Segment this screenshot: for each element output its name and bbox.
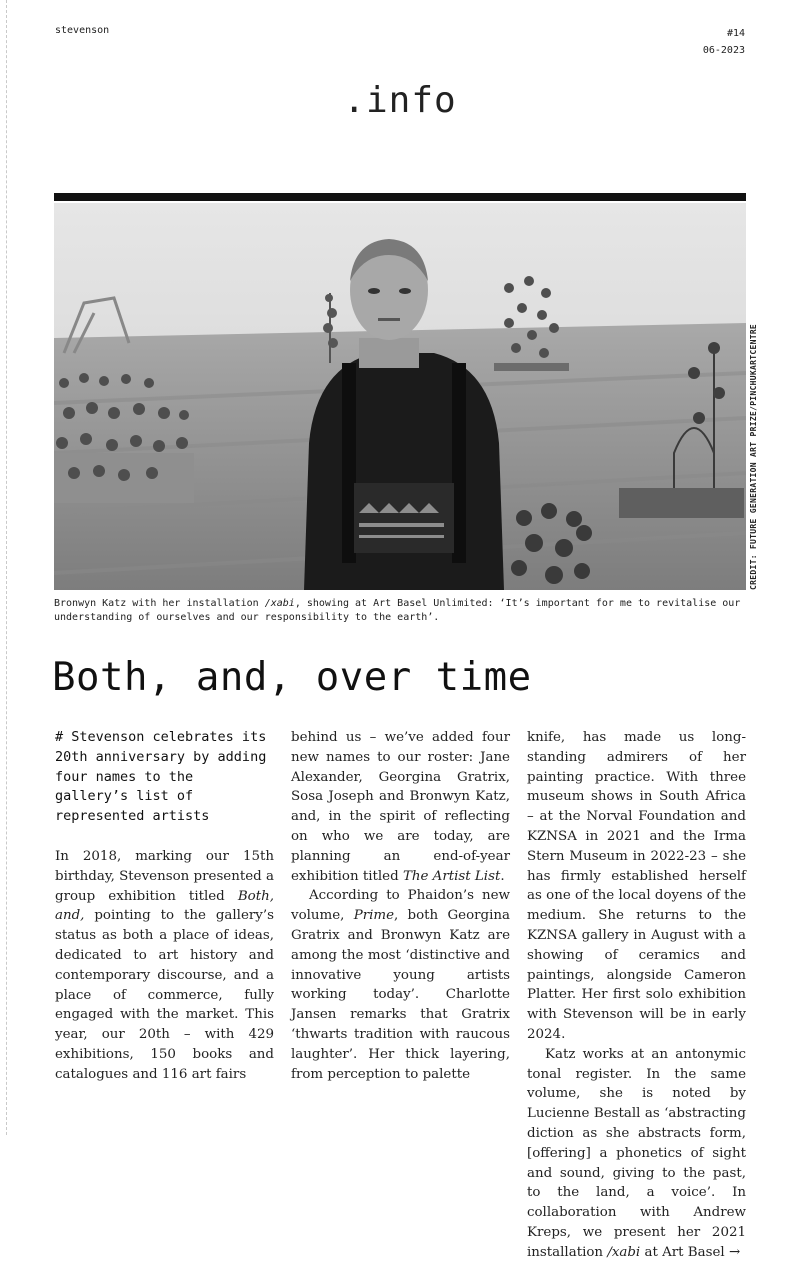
- paragraph-text: , both Georgina Gratrix and Bronwyn Katz are among the most ‘distinctive and innovative young artists working today’. Charlotte Jansen remarks that Gratrix ‘thwarts tradition with raucous laughter’. Her thick layering, from perception to palette: [291, 908, 510, 1082]
- paragraph-text: pointing to the gallery’s status as both a place of ideas, dedicated to art history and contemporary discourse, and a place of commerce, fully engaged with the market. This year, our 20th – with 429 exhibitions, 150 books and catalogues and 116 art fairs: [55, 908, 274, 1082]
- book-title: Prime: [353, 908, 395, 924]
- work-title: /xabi: [607, 1244, 641, 1260]
- paragraph-text: In 2018, marking our 15th birthday, Stevenson presented a group exhibition titled: [55, 848, 274, 904]
- photo-credit: CREDIT: FUTURE GENERATION ART PRIZE/PINCHUKARTCENTRE: [749, 323, 758, 590]
- article-column-2: [291, 728, 510, 1084]
- page-edge-guide: [6, 0, 7, 1135]
- article-column-3: [527, 728, 746, 1263]
- masthead-rule: [54, 193, 746, 201]
- article-deck: # Stevenson celebrates its 20th anniversary by adding four names to the gallery’s list of represented artists: [55, 729, 267, 825]
- artist-photo: [54, 203, 746, 590]
- article-paragraph-3: [527, 1045, 746, 1263]
- exhibition-title: The Artist List: [402, 868, 501, 884]
- article-paragraph-1: [55, 847, 274, 1085]
- paragraph-text: knife, has made us long-standing admirers of her painting practice. With three museum shows in South Africa – at the Norval Foundation and KZNSA in 2021 and the Irma Stern Museum in 2022-23 – she has firmly established herself as one of the local doyens of the medium. She returns to the KZNSA gallery in August with a showing of ceramics and paintings, alongside Cameron Platter. Her first solo exhibition with Stevenson will be in early 2024.: [527, 730, 746, 1042]
- paragraph-text: Katz works at an antonymic tonal register. In the same volume, she is noted by Lucienne Bestall as ‘abstracting diction as she abstracts form, [offering] a phonetics of sight and sound, giving to the past, to the land, a voice’. In collaboration with Andrew Kreps, we present her 2021 installation: [527, 1046, 746, 1260]
- issue-info: [703, 25, 745, 59]
- caption-work-title: /xabi: [264, 598, 295, 609]
- caption-text: Bronwyn Katz with her installation: [54, 598, 265, 609]
- brand-name: stevenson: [55, 25, 110, 36]
- paragraph-text: at Art Basel →: [640, 1244, 741, 1260]
- article-paragraph-2: [527, 728, 746, 1045]
- masthead-title: .info: [343, 80, 457, 121]
- paragraph-text: .: [500, 868, 505, 884]
- issue-date: 06-2023: [702, 45, 745, 56]
- article-column-1: [55, 728, 274, 1085]
- issue-number: #14: [726, 28, 745, 39]
- exhibition-title: Both, and,: [55, 888, 274, 924]
- article-paragraph-2: [291, 886, 510, 1084]
- article-headline: Both, and, over time: [52, 655, 532, 700]
- paragraph-text: behind us – we’ve added four new names to our roster: Jane Alexander, Georgina Gratrix, Sosa Joseph and Bronwyn Katz, and, in the spirit of reflecting on who we are today, are planning an end-of-year exhibition titled: [291, 730, 510, 884]
- photo-caption: [54, 597, 744, 625]
- caption-quote: , showing at Art Basel Unlimited: ‘It’s important for me to revitalise our understanding of ourselves and our responsibility to the earth’.: [54, 598, 741, 623]
- article-paragraph-1: [291, 728, 510, 886]
- paragraph-text: According to Phaidon’s new volume,: [291, 888, 510, 924]
